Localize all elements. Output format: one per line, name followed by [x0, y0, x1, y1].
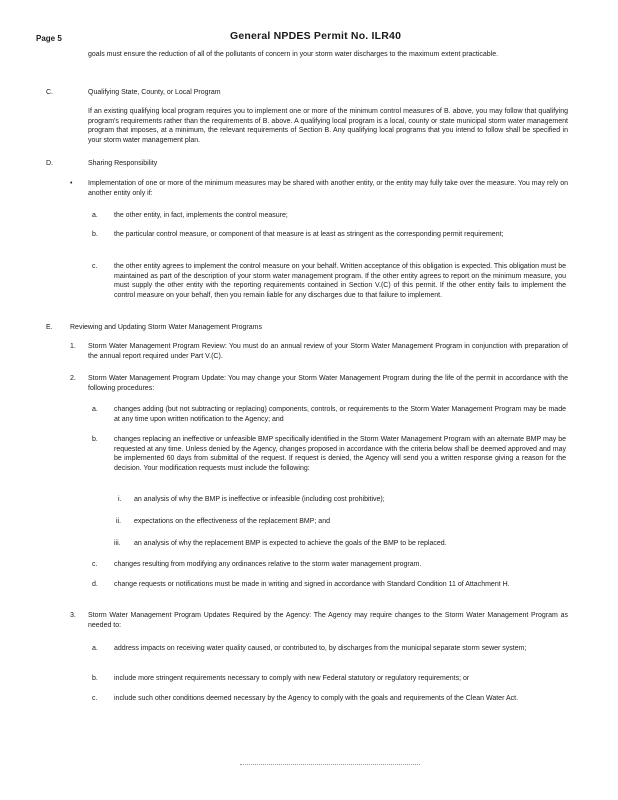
scan-artifact — [240, 764, 420, 767]
section-d-text: Implementation of one or more of the minimum measures may be shared with another entity, or the entity may fully take over the measure. You may rely on another entity only if: — [88, 180, 568, 197]
section-d-letter: D. — [46, 160, 53, 167]
e2-item-d-label: d. — [92, 581, 98, 588]
section-c-letter: C. — [46, 89, 53, 96]
e-item-2-label: 2. — [70, 375, 76, 382]
section-c-heading: Qualifying State, County, or Local Program — [88, 89, 221, 96]
d-item-a-text: the other entity, in fact, implements the control measure; — [114, 212, 288, 219]
section-c-text: If an existing qualifying local program requires you to implement one or more of the minimum control measures of B. above, you may follow that qualifying program's requirements rather than the requirements of B. above. A qualifying local program is a local, county or state municipal storm water management program that imposes, at a minimum, the relevant requirements of Section B. Any qualifying local programs that you intend to follow shall be specified in your storm water management plan. — [88, 108, 568, 144]
bullet-icon: • — [70, 180, 73, 187]
e2-sub-iii-text: an analysis of why the replacement BMP is expected to achieve the goals of the BMP to be replaced. — [134, 540, 447, 547]
d-item-a-label: a. — [92, 212, 98, 219]
e-item-3-text: Storm Water Management Program Updates Required by the Agency: The Agency may require changes to the Storm Water Management Program as needed to: — [88, 612, 568, 629]
e2-sub-iii-label: iii. — [114, 540, 121, 547]
e-item-1-text: Storm Water Management Program Review: You must do an annual review of your Storm Water Management Program in conjunction with preparation of the annual report required under Part V.(C). — [88, 343, 568, 360]
intro-continuation: goals must ensure the reduction of all of the pollutants of concern in your storm water discharges to the maximum extent practicable. — [88, 51, 499, 58]
e2-item-b-label: b. — [92, 436, 98, 443]
e3-item-a-label: a. — [92, 645, 98, 652]
e3-item-c-label: c. — [92, 695, 98, 702]
e2-item-c-text: changes resulting from modifying any ordinances relative to the storm water management program. — [114, 561, 422, 568]
e2-item-a-label: a. — [92, 406, 98, 413]
e3-item-a-text: address impacts on receiving water quality caused, or contributed to, by discharges from the municipal separate storm sewer system; — [114, 645, 527, 652]
e2-sub-i-label: i. — [118, 496, 122, 503]
e2-sub-ii-text: expectations on the effectiveness of the replacement BMP; and — [134, 518, 330, 525]
e3-item-c-text: include such other conditions deemed necessary by the Agency to comply with the goals and requirements of the Clean Water Act. — [114, 695, 519, 702]
d-item-c-label: c. — [92, 263, 98, 270]
e3-item-b-text: include more stringent requirements necessary to comply with new Federal statutory or regulatory requirements; or — [114, 675, 470, 682]
e2-item-b-text: changes replacing an ineffective or unfeasible BMP specifically identified in the Storm Water Management Program with an alternate BMP may be requested at any time. Unless denied by the Agency, changes proposed in accordance with the criteria below shall be deemed approved and may be implemented 60 days from submittal of the request. If request is denied, the Agency will send you a written response giving a reason for the decision. Your modification requests must include the following: — [114, 436, 566, 472]
section-e-heading: Reviewing and Updating Storm Water Management Programs — [70, 324, 262, 331]
section-d-heading: Sharing Responsibility — [88, 160, 158, 167]
e2-item-c-label: c. — [92, 561, 98, 568]
d-item-b-text: the particular control measure, or component of that measure is at least as stringent as the corresponding permit requirement; — [114, 231, 504, 238]
page-title: General NPDES Permit No. ILR40 — [230, 30, 402, 42]
d-item-c-text: the other entity agrees to implement the control measure on your behalf. Written acceptance of this obligation is expected. This obligation must be maintained as part of the description of your storm water management program. If the other entity agrees to report on the minimum measure, you must supply the other entity with the reporting requirements contained in Section V.(C) of this permit. If the other entity fails to implement the control measure on your behalf, then you remain liable for any discharges due to that failure to implement. — [114, 263, 566, 299]
d-item-b-label: b. — [92, 231, 98, 238]
e-item-2-text: Storm Water Management Program Update: You may change your Storm Water Management Program during the life of the permit in accordance with the following procedures: — [88, 375, 568, 392]
e2-sub-ii-label: ii. — [116, 518, 122, 525]
e-item-1-label: 1. — [70, 343, 76, 350]
page-number: Page 5 — [36, 34, 62, 43]
e2-item-d-text: change requests or notifications must be made in writing and signed in accordance with Standard Condition 11 of Attachment H. — [114, 581, 510, 588]
section-e-letter: E. — [46, 324, 53, 331]
e2-sub-i-text: an analysis of why the BMP is ineffective or infeasible (including cost prohibitive); — [134, 496, 385, 503]
e-item-3-label: 3. — [70, 612, 76, 619]
e3-item-b-label: b. — [92, 675, 98, 682]
e2-item-a-text: changes adding (but not subtracting or replacing) components, controls, or requirements to the Storm Water Management Program may be made at any time upon written notification to the Agency; and — [114, 406, 566, 423]
